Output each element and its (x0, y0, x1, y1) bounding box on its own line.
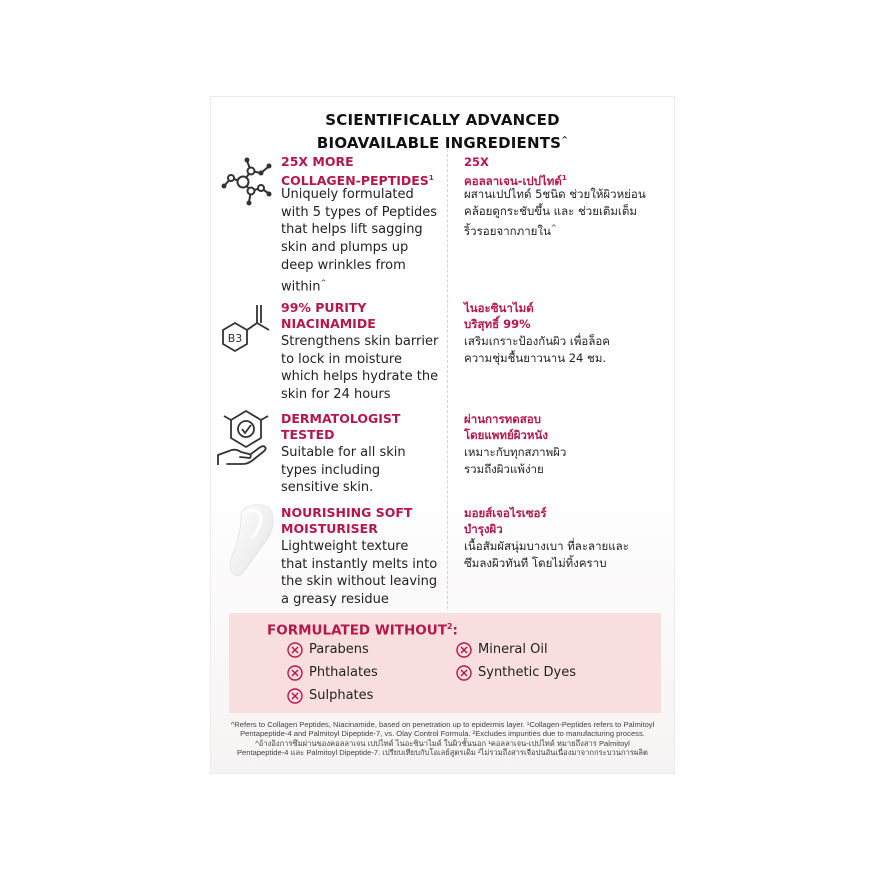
title-line-1: SCIENTIFICALLY ADVANCED (325, 111, 560, 129)
heading-text: COLLAGEN-PEPTIDES (281, 173, 429, 189)
heading-line: ไนอะซินาไมด์ (464, 301, 534, 315)
collagen-heading-th (464, 154, 567, 189)
hand-check-icon (215, 407, 275, 469)
without-item-label: Mineral Oil (478, 642, 548, 657)
cross-circle-icon (456, 665, 472, 681)
footnote-line: ^อ้างอิงการซึมผ่านของคอลลาเจน เปปไทด์ ไนอะซินาไมด์ ในผิวชั้นนอก ¹คอลลาเจน-เปปไทด์ หมายถึงสาร Palmitoyl (255, 738, 630, 748)
body-line: skin and plumps up (281, 240, 409, 256)
cross-circle-icon (287, 665, 303, 681)
body-line: ความชุ่มชื้นยาวนาน 24 ชม. (464, 351, 607, 365)
body-line (281, 275, 437, 296)
moisturiser-heading-th (464, 505, 547, 537)
body-line: Strengthens skin barrier (281, 334, 439, 349)
body-text: within (281, 278, 321, 294)
body-line: with 5 types of Peptides (281, 204, 438, 220)
collagen-heading (281, 154, 434, 189)
moisturiser-body-th (464, 538, 629, 572)
without-item (478, 641, 548, 659)
body-line: skin for 24 hours (281, 387, 391, 403)
body-line: deep wrinkles from (281, 257, 406, 273)
without-title-colon: : (452, 622, 458, 639)
product-info-card (210, 96, 675, 774)
body-line: คล้อยดูกระชับขึ้น และ ช่วยเติมเต็ม (464, 204, 637, 218)
niacinamide-body-th (464, 333, 610, 367)
footnote-line: Pentapeptide-4 และ Palmitoyl Dipeptide-7. เปรียบเทียบกับโอเลย์สูตรเดิม ²ไม่รวมถึงสารเจือปนอันเนื่องมาจากกระบวนการผลิต (236, 747, 648, 757)
heading-line: บริสุทธิ์ 99% (464, 317, 531, 331)
dermatologist-heading (281, 411, 400, 443)
body-text: ริ้วรอยจากภายใน (464, 223, 551, 238)
body-line: ผสานเปปไทด์ 5ชนิด ช่วยให้ผิวหย่อน (464, 187, 646, 201)
cross-circle-icon (456, 642, 472, 658)
body-line: sensitive skin. (281, 480, 374, 496)
footnote-line: ^Refers to Collagen Peptides, Niacinamide, based on penetration up to epidermis layer. ¹Collagen-Peptides refers to Palmitoyl (230, 720, 655, 729)
body-line: Suitable for all skin (281, 445, 406, 460)
niacinamide-body (281, 333, 438, 404)
body-line: types including (281, 462, 381, 478)
footnote-mark: ^ (320, 278, 327, 287)
heading-line: บำรุงผิว (464, 522, 503, 536)
without-item-label: Sulphates (309, 688, 374, 703)
dermatologist-body (281, 444, 406, 497)
heading-line: NIACINAMIDE (281, 316, 376, 331)
heading-text: คอลลาเจน-เปปไทด์ (464, 173, 562, 188)
body-line: the skin without leaving (281, 574, 438, 590)
footnote (229, 720, 656, 757)
body-line: that helps lift sagging (281, 222, 423, 238)
body-line (464, 220, 646, 240)
title-line-2-text: BIOAVAILABLE INGREDIENTS (316, 134, 562, 152)
body-line: which helps hydrate the (281, 369, 439, 385)
niacinamide-heading-th (464, 300, 534, 332)
body-line: that instantly melts into (281, 556, 438, 572)
niacinamide-heading (281, 300, 376, 332)
heading-line: DERMATOLOGIST (281, 411, 401, 426)
footnote-mark: 1 (428, 174, 434, 182)
heading-line: MOISTURISER (281, 521, 378, 536)
body-line: a greasy residue (281, 592, 389, 608)
b3-icon (217, 297, 273, 355)
without-item (309, 641, 369, 659)
body-line: Lightweight texture (281, 539, 409, 554)
heading-line: NOURISHING SOFT (281, 505, 413, 520)
body-line: เหมาะกับทุกสภาพผิว (464, 445, 567, 459)
without-item (309, 664, 378, 682)
formulated-without-title (267, 622, 458, 639)
b3-icon-label: B3 (227, 332, 243, 345)
cross-circle-icon (287, 688, 303, 704)
without-item (478, 664, 576, 682)
heading-line: 25X MORE (281, 154, 354, 169)
heading-line: มอยส์เจอไรเซอร์ (464, 506, 547, 520)
heading-line: 25X (464, 155, 489, 169)
body-line: เสริมเกราะป้องกันผิว เพื่อล็อค (464, 334, 610, 348)
body-line: to lock in moisture (281, 351, 402, 367)
heading-line: TESTED (281, 427, 335, 442)
molecule-icon (221, 153, 273, 207)
body-line: ซึมลงผิวทันที โดยไม่ทิ้งคราบ (464, 556, 607, 570)
page-title (211, 111, 674, 153)
without-item-label: Phthalates (309, 665, 378, 680)
without-title-text: FORMULATED WITHOUT (267, 622, 447, 639)
cream-swatch-icon (225, 501, 281, 581)
heading-line: โดยแพทย์ผิวหนัง (464, 428, 548, 442)
cross-circle-icon (287, 642, 303, 658)
collagen-body (281, 186, 437, 296)
collagen-body-th (464, 186, 646, 240)
without-item (309, 687, 373, 705)
heading-line: ผ่านการทดสอบ (464, 412, 541, 426)
without-item-label: Parabens (309, 642, 369, 657)
heading-line: 99% PURITY (281, 300, 367, 315)
footnote-mark: 2 (446, 622, 453, 631)
title-line-2 (211, 130, 674, 153)
moisturiser-body (281, 538, 437, 609)
moisturiser-heading (281, 505, 412, 537)
column-divider (447, 149, 448, 609)
footnote-mark: ^ (550, 224, 557, 232)
dermatologist-heading-th (464, 411, 548, 443)
body-line: รวมถึงผิวแพ้ง่าย (464, 462, 544, 476)
without-item-label: Synthetic Dyes (478, 665, 576, 680)
footnote-line: Pentapeptide-4 and Palmitoyl Dipeptide-7, vs. Olay Control Formula. ²Excludes impurities due to manufacturing process. (240, 729, 645, 739)
body-line: เนื้อสัมผัสนุ่มบางเบา ที่ละลายและ (464, 539, 629, 553)
footnote-mark: 1 (561, 174, 567, 182)
body-line: Uniquely formulated (281, 187, 414, 202)
dermatologist-body-th (464, 444, 566, 478)
title-mark: ^ (561, 135, 569, 144)
